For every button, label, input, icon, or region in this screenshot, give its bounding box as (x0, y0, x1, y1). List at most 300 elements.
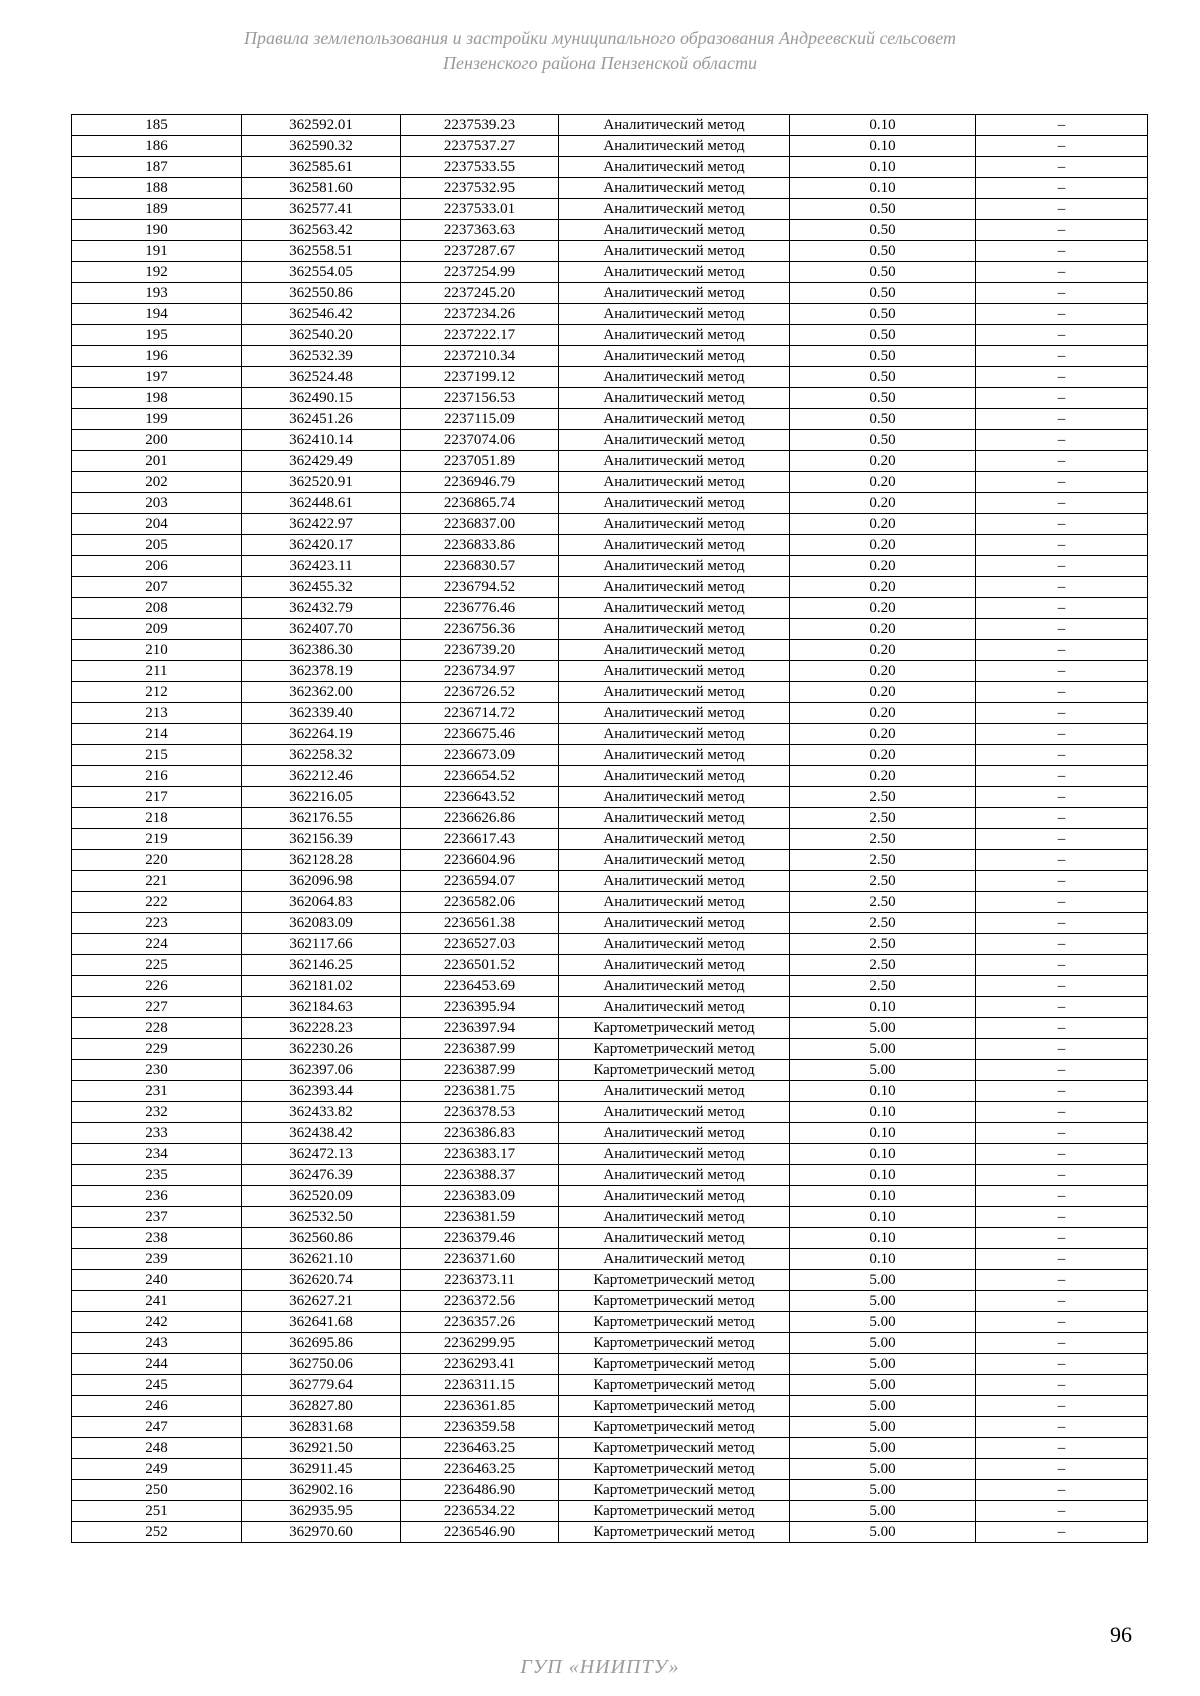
note-cell: – (976, 1417, 1148, 1438)
method-cell: Аналитический метод (559, 304, 790, 325)
accuracy-cell: 0.10 (790, 178, 976, 199)
accuracy-cell: 0.50 (790, 430, 976, 451)
header-line-1: Правила землепользования и застройки муниципального образования Андреевский сельсовет (244, 28, 956, 48)
y-coordinate-cell: 2236299.95 (401, 1333, 559, 1354)
table-row (72, 1144, 1148, 1165)
method-cell: Картометрический метод (559, 1396, 790, 1417)
method-cell: Аналитический метод (559, 703, 790, 724)
y-coordinate-cell: 2236734.97 (401, 661, 559, 682)
accuracy-cell: 0.20 (790, 745, 976, 766)
y-coordinate-cell: 2236582.06 (401, 892, 559, 913)
table-row (72, 262, 1148, 283)
x-coordinate-cell: 362532.39 (242, 346, 401, 367)
table-row (72, 871, 1148, 892)
point-number-cell: 241 (72, 1291, 242, 1312)
note-cell: – (976, 1144, 1148, 1165)
x-coordinate-cell: 362420.17 (242, 535, 401, 556)
note-cell: – (976, 1102, 1148, 1123)
y-coordinate-cell: 2236397.94 (401, 1018, 559, 1039)
table-row (72, 661, 1148, 682)
note-cell: – (976, 409, 1148, 430)
note-cell: – (976, 115, 1148, 136)
x-coordinate-cell: 362532.50 (242, 1207, 401, 1228)
table-row (72, 1270, 1148, 1291)
table-row (72, 1480, 1148, 1501)
method-cell: Аналитический метод (559, 472, 790, 493)
point-number-cell: 252 (72, 1522, 242, 1543)
x-coordinate-cell: 362181.02 (242, 976, 401, 997)
x-coordinate-cell: 362550.86 (242, 283, 401, 304)
table-row (72, 1354, 1148, 1375)
x-coordinate-cell: 362433.82 (242, 1102, 401, 1123)
x-coordinate-cell: 362184.63 (242, 997, 401, 1018)
point-number-cell: 217 (72, 787, 242, 808)
note-cell: – (976, 472, 1148, 493)
y-coordinate-cell: 2236675.46 (401, 724, 559, 745)
point-number-cell: 226 (72, 976, 242, 997)
y-coordinate-cell: 2236386.83 (401, 1123, 559, 1144)
x-coordinate-cell: 362386.30 (242, 640, 401, 661)
note-cell: – (976, 1165, 1148, 1186)
y-coordinate-cell: 2237115.09 (401, 409, 559, 430)
method-cell: Аналитический метод (559, 535, 790, 556)
y-coordinate-cell: 2236357.26 (401, 1312, 559, 1333)
note-cell: – (976, 829, 1148, 850)
note-cell: – (976, 1396, 1148, 1417)
point-number-cell: 223 (72, 913, 242, 934)
method-cell: Картометрический метод (559, 1480, 790, 1501)
accuracy-cell: 0.50 (790, 346, 976, 367)
point-number-cell: 197 (72, 367, 242, 388)
accuracy-cell: 2.50 (790, 787, 976, 808)
point-number-cell: 230 (72, 1060, 242, 1081)
note-cell: – (976, 514, 1148, 535)
y-coordinate-cell: 2236673.09 (401, 745, 559, 766)
table-row (72, 1459, 1148, 1480)
method-cell: Аналитический метод (559, 934, 790, 955)
accuracy-cell: 0.20 (790, 682, 976, 703)
point-number-cell: 213 (72, 703, 242, 724)
method-cell: Аналитический метод (559, 1249, 790, 1270)
method-cell: Картометрический метод (559, 1375, 790, 1396)
point-number-cell: 218 (72, 808, 242, 829)
point-number-cell: 194 (72, 304, 242, 325)
y-coordinate-cell: 2236379.46 (401, 1228, 559, 1249)
table-row (72, 1291, 1148, 1312)
method-cell: Аналитический метод (559, 325, 790, 346)
method-cell: Аналитический метод (559, 808, 790, 829)
x-coordinate-cell: 362490.15 (242, 388, 401, 409)
point-number-cell: 190 (72, 220, 242, 241)
note-cell: – (976, 871, 1148, 892)
point-number-cell: 198 (72, 388, 242, 409)
x-coordinate-cell: 362407.70 (242, 619, 401, 640)
accuracy-cell: 2.50 (790, 892, 976, 913)
x-coordinate-cell: 362064.83 (242, 892, 401, 913)
point-number-cell: 251 (72, 1501, 242, 1522)
x-coordinate-cell: 362472.13 (242, 1144, 401, 1165)
accuracy-cell: 5.00 (790, 1459, 976, 1480)
accuracy-cell: 0.20 (790, 640, 976, 661)
x-coordinate-cell: 362921.50 (242, 1438, 401, 1459)
point-number-cell: 245 (72, 1375, 242, 1396)
point-number-cell: 203 (72, 493, 242, 514)
method-cell: Картометрический метод (559, 1459, 790, 1480)
accuracy-cell: 0.50 (790, 367, 976, 388)
accuracy-cell: 2.50 (790, 808, 976, 829)
accuracy-cell: 0.10 (790, 1081, 976, 1102)
table-row (72, 241, 1148, 262)
table-row (72, 1165, 1148, 1186)
method-cell: Аналитический метод (559, 1207, 790, 1228)
x-coordinate-cell: 362585.61 (242, 157, 401, 178)
method-cell: Аналитический метод (559, 724, 790, 745)
document-footer: ГУП «НИИПТУ» (520, 1656, 680, 1678)
note-cell: – (976, 619, 1148, 640)
table-row (72, 115, 1148, 136)
accuracy-cell: 0.10 (790, 1228, 976, 1249)
accuracy-cell: 2.50 (790, 955, 976, 976)
table-row (72, 1417, 1148, 1438)
method-cell: Аналитический метод (559, 367, 790, 388)
method-cell: Картометрический метод (559, 1438, 790, 1459)
x-coordinate-cell: 362410.14 (242, 430, 401, 451)
x-coordinate-cell: 362258.32 (242, 745, 401, 766)
point-number-cell: 208 (72, 598, 242, 619)
y-coordinate-cell: 2236946.79 (401, 472, 559, 493)
point-number-cell: 229 (72, 1039, 242, 1060)
y-coordinate-cell: 2236463.25 (401, 1459, 559, 1480)
note-cell: – (976, 493, 1148, 514)
y-coordinate-cell: 2237074.06 (401, 430, 559, 451)
note-cell: – (976, 913, 1148, 934)
table-row (72, 493, 1148, 514)
note-cell: – (976, 262, 1148, 283)
method-cell: Аналитический метод (559, 178, 790, 199)
y-coordinate-cell: 2236830.57 (401, 556, 559, 577)
accuracy-cell: 0.20 (790, 766, 976, 787)
y-coordinate-cell: 2236463.25 (401, 1438, 559, 1459)
table-row (72, 787, 1148, 808)
point-number-cell: 236 (72, 1186, 242, 1207)
y-coordinate-cell: 2236373.11 (401, 1270, 559, 1291)
table-row (72, 220, 1148, 241)
point-number-cell: 238 (72, 1228, 242, 1249)
method-cell: Картометрический метод (559, 1333, 790, 1354)
method-cell: Картометрический метод (559, 1312, 790, 1333)
page-number: 96 (1110, 1622, 1132, 1647)
x-coordinate-cell: 362397.06 (242, 1060, 401, 1081)
method-cell: Аналитический метод (559, 892, 790, 913)
y-coordinate-cell: 2236453.69 (401, 976, 559, 997)
x-coordinate-cell: 362554.05 (242, 262, 401, 283)
y-coordinate-cell: 2236293.41 (401, 1354, 559, 1375)
method-cell: Картометрический метод (559, 1354, 790, 1375)
point-number-cell: 185 (72, 115, 242, 136)
point-number-cell: 219 (72, 829, 242, 850)
y-coordinate-cell: 2236383.17 (401, 1144, 559, 1165)
note-cell: – (976, 178, 1148, 199)
accuracy-cell: 2.50 (790, 934, 976, 955)
note-cell: – (976, 1228, 1148, 1249)
method-cell: Аналитический метод (559, 346, 790, 367)
note-cell: – (976, 136, 1148, 157)
point-number-cell: 192 (72, 262, 242, 283)
note-cell: – (976, 199, 1148, 220)
note-cell: – (976, 1207, 1148, 1228)
table-row (72, 955, 1148, 976)
method-cell: Аналитический метод (559, 850, 790, 871)
x-coordinate-cell: 362520.09 (242, 1186, 401, 1207)
y-coordinate-cell: 2236756.36 (401, 619, 559, 640)
x-coordinate-cell: 362695.86 (242, 1333, 401, 1354)
note-cell: – (976, 1249, 1148, 1270)
accuracy-cell: 2.50 (790, 850, 976, 871)
point-number-cell: 221 (72, 871, 242, 892)
x-coordinate-cell: 362438.42 (242, 1123, 401, 1144)
accuracy-cell: 5.00 (790, 1060, 976, 1081)
y-coordinate-cell: 2236359.58 (401, 1417, 559, 1438)
table-body (72, 115, 1148, 1543)
point-number-cell: 228 (72, 1018, 242, 1039)
coordinates-table (71, 114, 1148, 1543)
table-row (72, 556, 1148, 577)
note-cell: – (976, 787, 1148, 808)
method-cell: Аналитический метод (559, 682, 790, 703)
x-coordinate-cell: 362448.61 (242, 493, 401, 514)
x-coordinate-cell: 362750.06 (242, 1354, 401, 1375)
x-coordinate-cell: 362422.97 (242, 514, 401, 535)
note-cell: – (976, 304, 1148, 325)
point-number-cell: 216 (72, 766, 242, 787)
x-coordinate-cell: 362264.19 (242, 724, 401, 745)
y-coordinate-cell: 2236865.74 (401, 493, 559, 514)
point-number-cell: 200 (72, 430, 242, 451)
y-coordinate-cell: 2237199.12 (401, 367, 559, 388)
note-cell: – (976, 1291, 1148, 1312)
method-cell: Аналитический метод (559, 409, 790, 430)
method-cell: Аналитический метод (559, 1186, 790, 1207)
accuracy-cell: 0.10 (790, 136, 976, 157)
table-row (72, 1207, 1148, 1228)
y-coordinate-cell: 2236546.90 (401, 1522, 559, 1543)
table-row (72, 703, 1148, 724)
table-row (72, 850, 1148, 871)
x-coordinate-cell: 362520.91 (242, 472, 401, 493)
y-coordinate-cell: 2236626.86 (401, 808, 559, 829)
x-coordinate-cell: 362558.51 (242, 241, 401, 262)
accuracy-cell: 0.10 (790, 1207, 976, 1228)
method-cell: Картометрический метод (559, 1018, 790, 1039)
x-coordinate-cell: 362779.64 (242, 1375, 401, 1396)
note-cell: – (976, 1354, 1148, 1375)
point-number-cell: 222 (72, 892, 242, 913)
accuracy-cell: 0.20 (790, 703, 976, 724)
method-cell: Аналитический метод (559, 199, 790, 220)
y-coordinate-cell: 2236594.07 (401, 871, 559, 892)
table-row (72, 640, 1148, 661)
table-row (72, 1438, 1148, 1459)
header-line-2: Пензенского района Пензенской области (442, 53, 758, 73)
y-coordinate-cell: 2237539.23 (401, 115, 559, 136)
y-coordinate-cell: 2236388.37 (401, 1165, 559, 1186)
accuracy-cell: 5.00 (790, 1291, 976, 1312)
table-row (72, 619, 1148, 640)
note-cell: – (976, 1018, 1148, 1039)
x-coordinate-cell: 362432.79 (242, 598, 401, 619)
x-coordinate-cell: 362362.00 (242, 682, 401, 703)
table-row (72, 178, 1148, 199)
point-number-cell: 244 (72, 1354, 242, 1375)
table-row (72, 598, 1148, 619)
accuracy-cell: 2.50 (790, 829, 976, 850)
table-row (72, 409, 1148, 430)
method-cell: Аналитический метод (559, 955, 790, 976)
accuracy-cell: 5.00 (790, 1312, 976, 1333)
x-coordinate-cell: 362096.98 (242, 871, 401, 892)
table-row (72, 514, 1148, 535)
y-coordinate-cell: 2237156.53 (401, 388, 559, 409)
method-cell: Картометрический метод (559, 1417, 790, 1438)
y-coordinate-cell: 2236617.43 (401, 829, 559, 850)
note-cell: – (976, 1270, 1148, 1291)
note-cell: – (976, 598, 1148, 619)
x-coordinate-cell: 362563.42 (242, 220, 401, 241)
note-cell: – (976, 934, 1148, 955)
note-cell: – (976, 535, 1148, 556)
point-number-cell: 199 (72, 409, 242, 430)
accuracy-cell: 0.50 (790, 325, 976, 346)
accuracy-cell: 0.20 (790, 661, 976, 682)
note-cell: – (976, 682, 1148, 703)
table-row (72, 283, 1148, 304)
table-row (72, 1060, 1148, 1081)
accuracy-cell: 5.00 (790, 1333, 976, 1354)
accuracy-cell: 5.00 (790, 1270, 976, 1291)
y-coordinate-cell: 2236486.90 (401, 1480, 559, 1501)
accuracy-cell: 5.00 (790, 1039, 976, 1060)
accuracy-cell: 0.50 (790, 199, 976, 220)
method-cell: Аналитический метод (559, 241, 790, 262)
note-cell: – (976, 577, 1148, 598)
table-row (72, 1102, 1148, 1123)
note-cell: – (976, 325, 1148, 346)
accuracy-cell: 0.50 (790, 304, 976, 325)
y-coordinate-cell: 2236372.56 (401, 1291, 559, 1312)
accuracy-cell: 0.50 (790, 283, 976, 304)
table-row (72, 199, 1148, 220)
x-coordinate-cell: 362546.42 (242, 304, 401, 325)
table-row (72, 1039, 1148, 1060)
x-coordinate-cell: 362378.19 (242, 661, 401, 682)
x-coordinate-cell: 362627.21 (242, 1291, 401, 1312)
y-coordinate-cell: 2237234.26 (401, 304, 559, 325)
point-number-cell: 250 (72, 1480, 242, 1501)
method-cell: Картометрический метод (559, 1522, 790, 1543)
y-coordinate-cell: 2236837.00 (401, 514, 559, 535)
accuracy-cell: 0.50 (790, 388, 976, 409)
y-coordinate-cell: 2237533.55 (401, 157, 559, 178)
x-coordinate-cell: 362212.46 (242, 766, 401, 787)
note-cell: – (976, 1039, 1148, 1060)
y-coordinate-cell: 2236378.53 (401, 1102, 559, 1123)
point-number-cell: 247 (72, 1417, 242, 1438)
y-coordinate-cell: 2236361.85 (401, 1396, 559, 1417)
y-coordinate-cell: 2236387.99 (401, 1039, 559, 1060)
accuracy-cell: 5.00 (790, 1480, 976, 1501)
y-coordinate-cell: 2237533.01 (401, 199, 559, 220)
note-cell: – (976, 346, 1148, 367)
method-cell: Аналитический метод (559, 661, 790, 682)
accuracy-cell: 0.10 (790, 1249, 976, 1270)
method-cell: Аналитический метод (559, 976, 790, 997)
accuracy-cell: 5.00 (790, 1417, 976, 1438)
table-row (72, 976, 1148, 997)
method-cell: Картометрический метод (559, 1291, 790, 1312)
x-coordinate-cell: 362581.60 (242, 178, 401, 199)
accuracy-cell: 5.00 (790, 1396, 976, 1417)
accuracy-cell: 0.50 (790, 409, 976, 430)
point-number-cell: 225 (72, 955, 242, 976)
y-coordinate-cell: 2236371.60 (401, 1249, 559, 1270)
x-coordinate-cell: 362451.26 (242, 409, 401, 430)
y-coordinate-cell: 2237537.27 (401, 136, 559, 157)
x-coordinate-cell: 362176.55 (242, 808, 401, 829)
accuracy-cell: 0.10 (790, 1165, 976, 1186)
note-cell: – (976, 388, 1148, 409)
note-cell: – (976, 640, 1148, 661)
x-coordinate-cell: 362641.68 (242, 1312, 401, 1333)
table-row (72, 1081, 1148, 1102)
method-cell: Картометрический метод (559, 1501, 790, 1522)
accuracy-cell: 0.20 (790, 514, 976, 535)
point-number-cell: 212 (72, 682, 242, 703)
note-cell: – (976, 283, 1148, 304)
y-coordinate-cell: 2236381.59 (401, 1207, 559, 1228)
accuracy-cell: 0.10 (790, 1102, 976, 1123)
y-coordinate-cell: 2237210.34 (401, 346, 559, 367)
note-cell: – (976, 808, 1148, 829)
table-row (72, 1186, 1148, 1207)
table-row (72, 1396, 1148, 1417)
method-cell: Картометрический метод (559, 1039, 790, 1060)
point-number-cell: 220 (72, 850, 242, 871)
accuracy-cell: 2.50 (790, 976, 976, 997)
y-coordinate-cell: 2236714.72 (401, 703, 559, 724)
point-number-cell: 246 (72, 1396, 242, 1417)
table-row (72, 1123, 1148, 1144)
point-number-cell: 231 (72, 1081, 242, 1102)
method-cell: Аналитический метод (559, 220, 790, 241)
note-cell: – (976, 1186, 1148, 1207)
x-coordinate-cell: 362831.68 (242, 1417, 401, 1438)
y-coordinate-cell: 2236776.46 (401, 598, 559, 619)
point-number-cell: 215 (72, 745, 242, 766)
note-cell: – (976, 451, 1148, 472)
x-coordinate-cell: 362592.01 (242, 115, 401, 136)
y-coordinate-cell: 2237287.67 (401, 241, 559, 262)
method-cell: Аналитический метод (559, 430, 790, 451)
accuracy-cell: 5.00 (790, 1354, 976, 1375)
table-row (72, 1249, 1148, 1270)
table-row (72, 1018, 1148, 1039)
table-row (72, 934, 1148, 955)
accuracy-cell: 5.00 (790, 1522, 976, 1543)
y-coordinate-cell: 2237051.89 (401, 451, 559, 472)
note-cell: – (976, 1123, 1148, 1144)
accuracy-cell: 0.50 (790, 262, 976, 283)
table-row (72, 682, 1148, 703)
